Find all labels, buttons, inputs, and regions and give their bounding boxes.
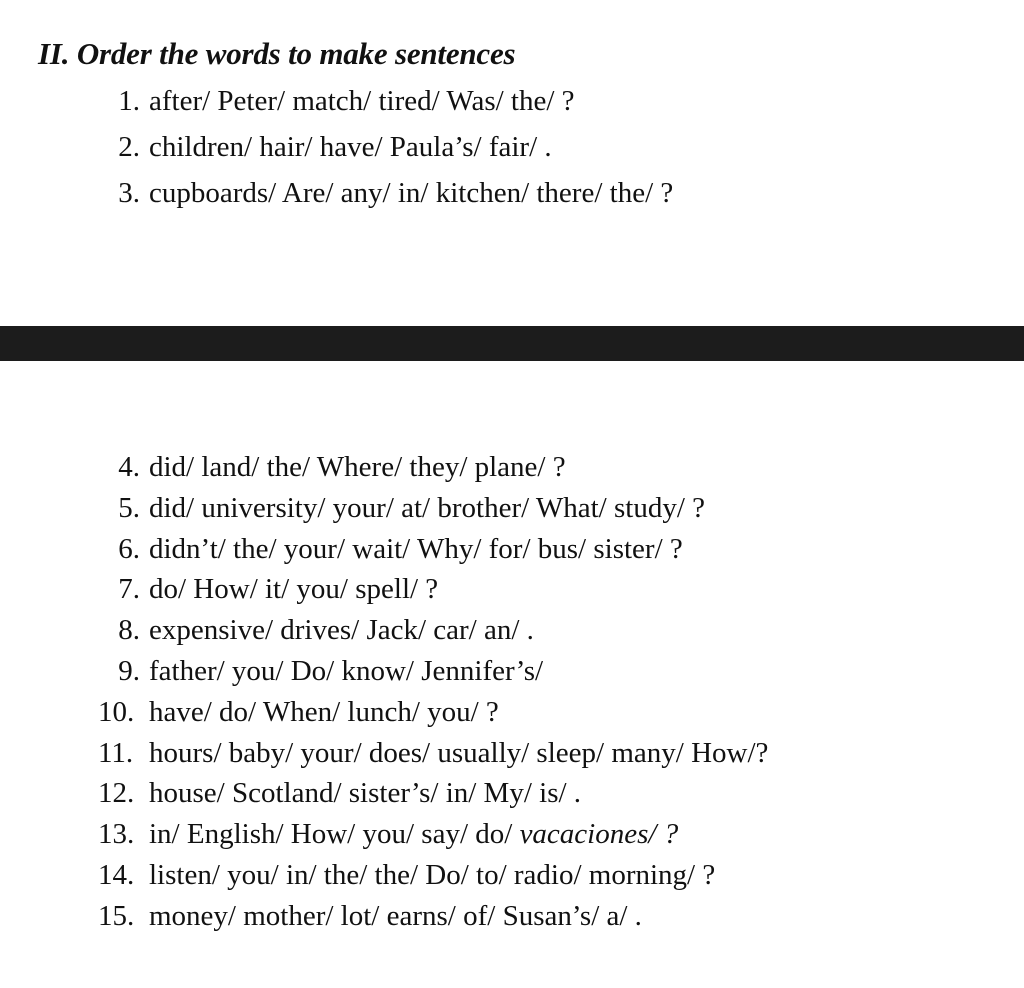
item-text: have/ do/ When/ lunch/ you/ ? — [149, 695, 499, 728]
item-text: after/ Peter/ match/ tired/ Was/ the/ ? — [149, 85, 575, 117]
item-text: father/ you/ Do/ know/ Jennifer’s/ — [149, 654, 544, 687]
item-number: 15. — [98, 899, 135, 932]
item-text: money/ mother/ lot/ earns/ of/ Susan’s/ a/ . — [149, 899, 642, 932]
item-number: 1. — [118, 85, 140, 117]
item-number: 5. — [118, 491, 140, 524]
item-text: expensive/ drives/ Jack/ car/ an/ . — [149, 614, 534, 647]
item-number: 11. — [98, 736, 134, 769]
item-number: 9. — [118, 654, 140, 687]
item-text: house/ Scotland/ sister’s/ in/ My/ is/ . — [149, 777, 582, 810]
item-text: listen/ you/ in/ the/ the/ Do/ to/ radio/ morning/ ? — [149, 858, 716, 891]
item-number: 14. — [98, 858, 135, 891]
item-number: 13. — [98, 818, 135, 851]
item-text: cupboards/ Are/ any/ in/ kitchen/ there/ the/ ? — [149, 177, 674, 209]
item-text — [149, 814, 678, 855]
item-number: 8. — [118, 614, 140, 647]
item-number: 3. — [118, 177, 140, 209]
item-text: didn’t/ the/ your/ wait/ Why/ for/ bus/ sister/ ? — [149, 532, 683, 565]
item-text: did/ university/ your/ at/ brother/ What/ study/ ? — [149, 491, 706, 524]
item-number: 10. — [98, 695, 135, 728]
exercise-heading: II. Order the words to make sentences — [38, 36, 516, 71]
item-number: 2. — [118, 131, 140, 163]
item-text: hours/ baby/ your/ does/ usually/ sleep/ many/ How/? — [149, 736, 769, 769]
item-text-italic: vacaciones/ ? — [519, 818, 679, 851]
item-text: do/ How/ it/ you/ spell/ ? — [149, 573, 439, 606]
item-text: did/ land/ the/ Where/ they/ plane/ ? — [149, 451, 566, 483]
item-number: 12. — [98, 777, 135, 810]
item-number: 7. — [118, 573, 140, 606]
black-divider-bar — [0, 326, 1024, 361]
item-number: 6. — [118, 532, 140, 565]
item-text-plain: in/ English/ How/ you/ say/ do/ — [149, 818, 520, 851]
item-number: 4. — [118, 451, 140, 483]
item-text: children/ hair/ have/ Paula’s/ fair/ . — [149, 131, 552, 163]
